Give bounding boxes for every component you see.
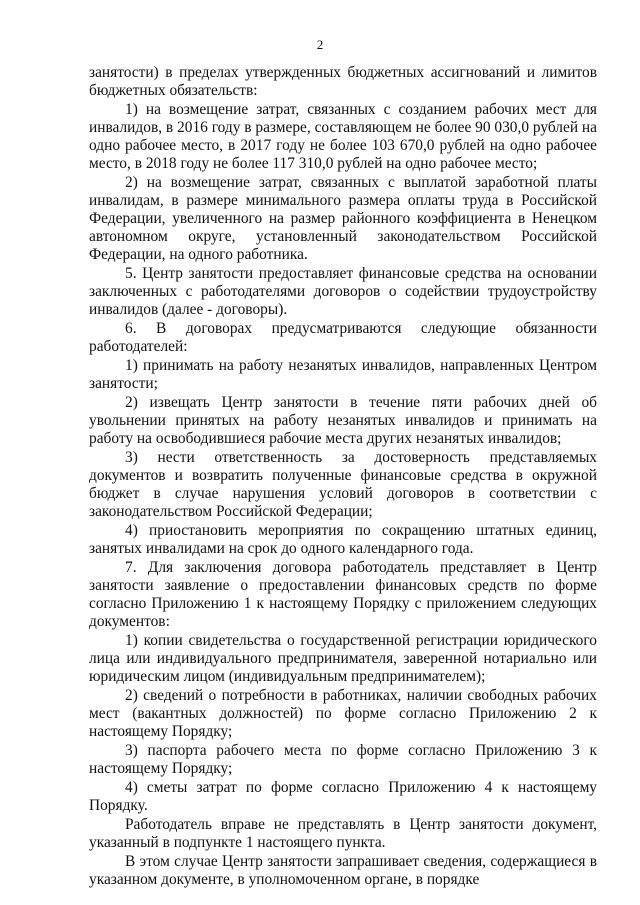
employer-right-paragraph: Работодатель вправе не представлять в Центр занятости документ, указанный в подпункте 1 настоящего пункта. <box>89 816 597 851</box>
item-7-subitem-2: 2) сведений о потребности в работниках, наличии свободных рабочих мест (вакантных должностей) по форме согласно Приложению 2 к настоящему Порядку; <box>89 687 597 740</box>
item-6-subitem-1: 1) принимать на работу незанятых инвалидов, направленных Центром занятости; <box>89 357 597 392</box>
item-7-subitem-3: 3) паспорта рабочего места по форме согласно Приложению 3 к настоящему Порядку; <box>89 742 597 777</box>
item-5: 5. Центр занятости предоставляет финансовые средства на основании заключенных с работодателями договоров о содействии трудоустройству инвалидов (далее - договоры). <box>89 265 597 318</box>
page-number: 2 <box>316 37 324 52</box>
item-7-subitem-4: 4) сметы затрат по форме согласно Приложению 4 к настоящему Порядку. <box>89 779 597 814</box>
item-7: 7. Для заключения договора работодатель представляет в Центр занятости заявление о предоставлении финансовых средств по форме согласно Приложению 1 к настоящему Порядку с приложением следующих документов: <box>89 559 597 630</box>
subitem-1-job-creation: 1) на возмещение затрат, связанных с созданием рабочих мест для инвалидов, в 2016 году в размере, составляющем не более 90 030,0 рублей на одно рабочее место, в 2017 году не более 103 670,0 рублей на одно рабочее место, в 2018 году не более 117 310,0 рублей на одно рабочее место; <box>89 101 597 172</box>
item-6-subitem-4: 4) приостановить мероприятия по сокращению штатных единиц, занятых инвалидами на срок до одного календарного года. <box>89 522 597 557</box>
item-6-subitem-3: 3) нести ответственность за достоверность представляемых документов и возвратить полученные финансовые средства в окружной бюджет в случае нарушения условий договоров в соответствии с законодательством Российской Федерации; <box>89 449 597 520</box>
item-7-subitem-1: 1) копии свидетельства о государственной регистрации юридического лица или индивидуального предпринимателя, заверенной нотариально или юридическим лицом (индивидуальным предпринимателем); <box>89 632 597 685</box>
paragraph-continuation: занятости) в пределах утвержденных бюджетных ассигнований и лимитов бюджетных обязательств: <box>89 64 597 99</box>
item-6: 6. В договорах предусматриваются следующие обязанности работодателей: <box>89 320 597 355</box>
subitem-2-salary: 2) на возмещение затрат, связанных с выплатой заработной платы инвалидам, в размере минимального размера оплаты труда в Российской Федерации, увеличенного на размер районного коэффициента в Ненецком автономном округе, установленный законодательством Российской Федерации, на одного работника. <box>89 174 597 263</box>
item-6-subitem-2: 2) извещать Центр занятости в течение пяти рабочих дней об увольнении принятых на работу незанятых инвалидов и принимать на работу на освободившиеся рабочие места других незанятых инвалидов; <box>89 394 597 447</box>
document-body <box>89 64 597 889</box>
request-paragraph: В этом случае Центр занятости запрашивает сведения, содержащиеся в указанном документе, в уполномоченном органе, в порядке <box>89 853 597 888</box>
